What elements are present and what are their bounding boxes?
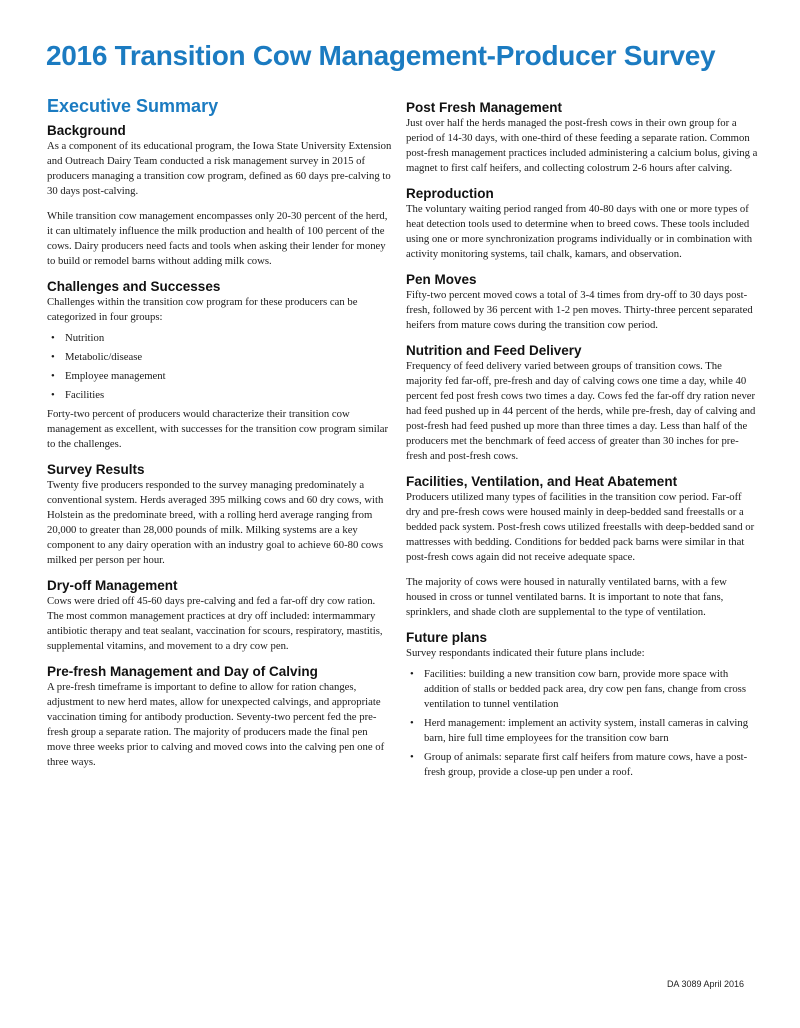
page-title: 2016 Transition Cow Management-Producer Survey	[46, 40, 716, 71]
challenges-list	[47, 331, 392, 403]
nutrition-paragraph: Frequency of feed delivery varied between groups of transition cows. The majority fed far-off, pre-fresh and day of calving cows one time a day, while 40 percent fed post fresh cows two times a day. Cows fed the far-off dry ration never had feed pushed up in 44 percent of the herds, while pre-fresh, day of calving and post-fresh had feed pushed up more than three times a day. Less than half of the producers met the benchmark of feed access of greater than 30 inches for pre-fresh and post-fresh cows.	[406, 360, 756, 462]
prefresh-section	[47, 664, 392, 770]
reproduction-paragraph: The voluntary waiting period ranged from 40-80 days with one or more types of heat detection tools used to determine when to breed cows. These tools included using one or more synchronization programs individually or in combination with activity monitoring systems, tail chalk, kamars, and observation.	[406, 203, 753, 260]
list-item: • Facilities	[60, 388, 392, 403]
prefresh-paragraph: A pre-fresh timeframe is important to define to allow for ration changes, adjustment to new herd mates, allow for unexpected calvings, and appropriate vaccination timing for antibody production. Seventy-two percent fed the pre-fresh group a separate ration. The majority of producers made the final pen move three weeks prior to calving and moved cows into the calving pen one of three ways.	[47, 681, 385, 768]
facilities-paragraph-2: The majority of cows were housed in naturally ventilated barns, with a few housed in cross or tunnel ventilated barns. It is important to note that fans, sprinklers, and shade cloth are supplemental to the type of ventilation.	[406, 576, 727, 618]
executive-summary-heading: Executive Summary	[47, 96, 219, 116]
list-item: • Herd management: implement an activity system, install cameras in calving barn, hire full time employees for the transition cow barn	[419, 716, 758, 746]
pen-moves-paragraph: Fifty-two percent moved cows a total of 3-4 times from dry-off to 30 days post-fresh, followed by 36 percent with 1-2 pen moves. Thirty-three percent separated heifers from mature cows during the transition cow period.	[406, 289, 753, 331]
pen-moves-section	[406, 272, 758, 333]
future-plans-heading: Future plans	[406, 630, 488, 645]
reproduction-heading: Reproduction	[406, 186, 494, 201]
challenges-heading: Challenges and Successes	[47, 279, 221, 294]
document-footer: DA 3089 April 2016	[666, 979, 744, 989]
list-item: • Facilities: building a new transition cow barn, provide more space with addition of stalls or bedded pack area, dry cow pen fans, change from cross ventilation to tunnel ventilation	[419, 667, 758, 712]
prefresh-heading: Pre-fresh Management and Day of Calving	[47, 664, 318, 679]
future-plans-intro: Survey respondants indicated their future plans include:	[406, 647, 645, 659]
background-section	[47, 123, 392, 269]
nutrition-section	[406, 343, 758, 464]
facilities-section	[406, 474, 758, 620]
list-item: • Employee management	[60, 369, 392, 384]
postfresh-section	[406, 100, 758, 176]
right-column	[406, 100, 758, 786]
pen-moves-heading: Pen Moves	[406, 272, 477, 287]
list-item: • Group of animals: separate first calf heifers from mature cows, have a post-fresh group, provide a close-up pen under a roof.	[419, 750, 758, 780]
future-plans-section	[406, 630, 758, 780]
background-paragraph-2: While transition cow management encompasses only 20-30 percent of the herd, it can ultimately influence the milk production and health of 100 percent of the cows. Dairy producers need facts and tools when asking their lender for money to build or remodel barns without adding milk cows.	[47, 210, 388, 267]
challenges-outro: Forty-two percent of producers would characterize their transition cow management as excellent, with successes for the transition cow program similar to the challenges.	[47, 408, 389, 450]
list-item: • Nutrition	[60, 331, 392, 346]
background-paragraph-1: As a component of its educational program, the Iowa State University Extension and Outreach Dairy Team conducted a risk management survey in 2015 of producers managing a transition cow program, defined as 60 days pre-calving to 30 days post-calving.	[47, 140, 392, 197]
survey-section	[47, 462, 392, 568]
postfresh-paragraph: Just over half the herds managed the post-fresh cows in their own group for a period of 14-30 days, with one-third of these feeding a separate ration. Common post-fresh management practices included administering a calcium bolus, giving a magnet to first calf heifers, and collecting colostrum 2-6 hours after calving.	[406, 117, 758, 174]
postfresh-heading: Post Fresh Management	[406, 100, 563, 115]
nutrition-heading: Nutrition and Feed Delivery	[406, 343, 582, 358]
future-plans-list	[406, 667, 758, 780]
survey-paragraph: Twenty five producers responded to the survey managing predominately a conventional system. Herds averaged 395 milking cows and 60 dry cows, with Holstein as the predominate breed, with a rolling herd average ranging from 20,000 to greater than 28,000 pounds of milk. Milking systems are a key component to any dairy operation with an industry goal to achieve 60-80 cows milked per person per hour.	[47, 479, 384, 566]
background-heading: Background	[47, 123, 126, 138]
challenges-section	[47, 279, 392, 452]
dryoff-paragraph: Cows were dried off 45-60 days pre-calving and fed a far-off dry cow ration. The most common management practices at dry off included: intermammary antibiotic therapy and teat sealant, vaccination for scours, respiratory, mastitis, supplemental vitamins, and movement to a dry cow pen.	[47, 595, 383, 652]
facilities-paragraph-1: Producers utilized many types of facilities in the transition cow period. Far-off dry and pre-fresh cows were housed mainly in deep-bedded sand freestalls or a bedded pack system. Post-fresh cows utilized freestalls with deep-bedded sand or mattresses with bedding. Conditions for bedded pack barns were similar in that post-fresh cows again did not receive adequate space.	[406, 491, 755, 563]
facilities-heading: Facilities, Ventilation, and Heat Abatement	[406, 474, 678, 489]
challenges-intro: Challenges within the transition cow program for these producers can be categorized in four groups:	[47, 296, 358, 323]
left-column	[47, 96, 392, 780]
list-item: • Metabolic/disease	[60, 350, 392, 365]
dryoff-heading: Dry-off Management	[47, 578, 178, 593]
survey-heading: Survey Results	[47, 462, 145, 477]
dryoff-section	[47, 578, 392, 654]
reproduction-section	[406, 186, 758, 262]
